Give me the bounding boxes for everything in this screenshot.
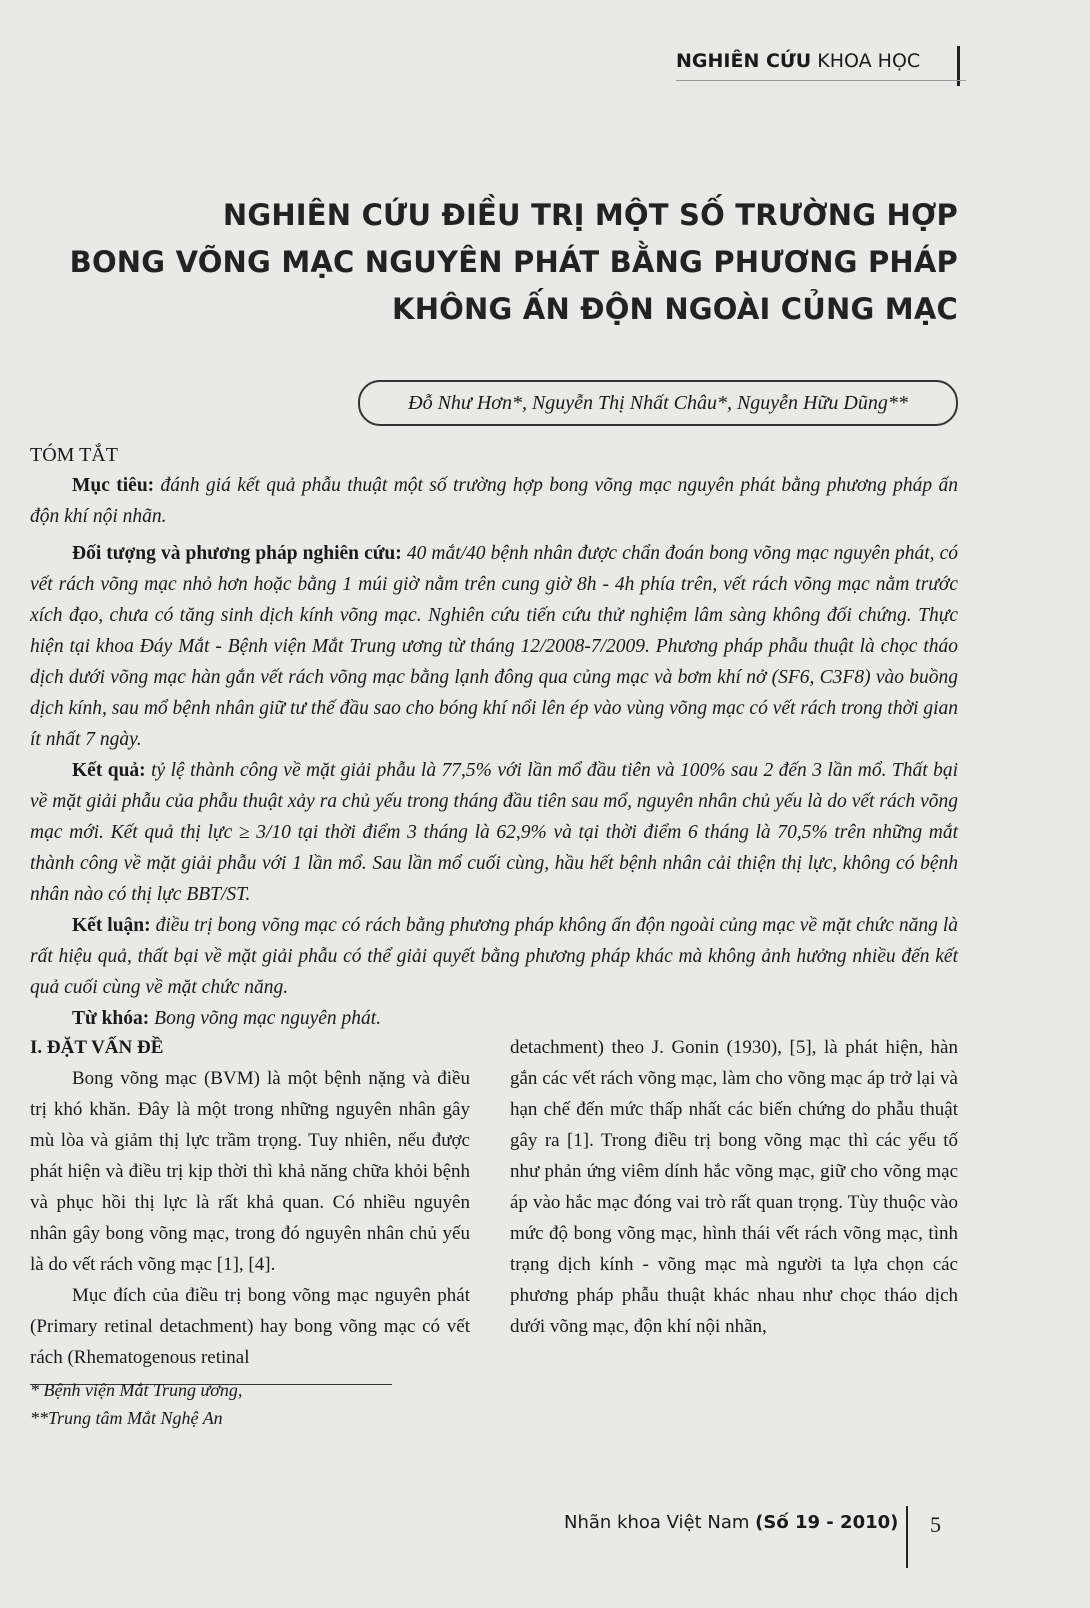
paragraph: Mục đích của điều trị bong võng mạc nguyên phát (Primary retinal detachment) hay bong võng mạc có vết rách (Rhematogenous retinal bbox=[30, 1285, 470, 1368]
title-line: BONG VÕNG MẠC NGUYÊN PHÁT BẰNG PHƯƠNG PHÁP bbox=[69, 245, 958, 279]
authors-box: Đỗ Như Hơn*, Nguyễn Thị Nhất Châu*, Nguyễn Hữu Dũng** bbox=[358, 380, 958, 426]
abstract-methods bbox=[30, 538, 958, 755]
title-line: KHÔNG ẤN ĐỘN NGOÀI CỦNG MẠC bbox=[392, 292, 958, 326]
results-text: tỷ lệ thành công về mặt giải phẫu là 77,5% với lần mổ đầu tiên và 100% sau 2 đến 3 lần mổ. Thất bại về mặt giải phẫu của phẫu thuật xảy ra chủ yếu trong tháng đầu tiên sau mổ, nguyên nhân chủ yếu là do vết rách võng mạc mới. Kết quả thị lực ≥ 3/10 tại thời điểm 3 tháng là 62,9% và tại thời điểm 6 tháng là 70,5% trên những mắt thành công về mặt giải phẫu với 1 lần mổ. Sau lần mổ cuối cùng, hầu hết bệnh nhân cải thiện thị lực, không có bệnh nhân nào có thị lực BBT/ST. bbox=[30, 760, 959, 905]
header-section-bold: NGHIÊN CỨU bbox=[676, 50, 812, 72]
running-header bbox=[676, 44, 966, 78]
keywords-label: Từ khóa: bbox=[72, 1008, 150, 1029]
paragraph: detachment) theo J. Gonin (1930), [5], là phát hiện, hàn gắn các vết rách võng mạc, làm cho võng mạc áp trở lại và hạn chế đến mức thấp nhất các biến chứng do phẫu thuật gây ra [1]. Trong điều trị bong võng mạc thì các yếu tố như phản ứng viêm dính hắc võng mạc, giữ cho võng mạc áp vào hắc mạc đóng vai trò rất quan trọng. Tùy thuộc vào mức độ bong võng mạc, hình thái vết rách võng mạc, tình trạng dịch kính - võng mạc mà người ta lựa chọn các phương pháp phẫu thuật khác nhau như chọc tháo dịch dưới võng mạc, độn khí nội nhãn, bbox=[510, 1037, 958, 1337]
abstract-results bbox=[30, 755, 958, 910]
abstract-conclusion bbox=[30, 910, 958, 1003]
header-section-light: KHOA HỌC bbox=[817, 50, 921, 72]
abstract-objective bbox=[30, 470, 958, 532]
footnote: * Bệnh viện Mắt Trung ương, bbox=[30, 1380, 243, 1400]
results-label: Kết quả: bbox=[72, 760, 146, 781]
article-title bbox=[70, 192, 958, 333]
objective-label: Mục tiêu: bbox=[72, 475, 155, 496]
methods-text: 40 mắt/40 bệnh nhân được chẩn đoán bong võng mạc nguyên phát, có vết rách võng mạc nhỏ hơn hoặc bằng 1 múi giờ nằm trên cung giờ 8h - 4h phía trên, vết rách võng mạc nằm trước xích đạo, chưa có tăng sinh dịch kính võng mạc. Nghiên cứu tiến cứu thử nghiệm lâm sàng không đối chứng. Thực hiện tại khoa Đáy Mắt - Bệnh viện Mắt Trung ương từ tháng 12/2008-7/2009. Phương pháp phẫu thuật là chọc tháo dịch dưới võng mạc hàn gắn vết rách võng mạc bằng lạnh đông qua củng mạc và bơm khí nở (SF6, C3F8) vào buồng dịch kính, sau mổ bệnh nhân giữ tư thế đầu sao cho bóng khí nổi lên ép vào vùng võng mạc có vết rách trong thời gian ít nhất 7 ngày. bbox=[30, 543, 959, 750]
conclusion-text: điều trị bong võng mạc có rách bằng phương pháp không ấn độn ngoài củng mạc về mặt chức năng là rất hiệu quả, thất bại về mặt giải phẫu có thể giải quyết bằng phương pháp khác mà không ảnh hưởng nhiều đến kết quả cuối cùng về mặt chức năng. bbox=[30, 915, 959, 998]
footer-divider bbox=[906, 1506, 908, 1568]
title-line: NGHIÊN CỨU ĐIỀU TRỊ MỘT SỐ TRƯỜNG HỢP bbox=[222, 198, 958, 232]
right-column bbox=[510, 1032, 958, 1342]
left-column bbox=[30, 1032, 470, 1373]
section-heading: I. ĐẶT VẤN ĐỀ bbox=[30, 1037, 164, 1058]
objective-text: đánh giá kết quả phẫu thuật một số trường hợp bong võng mạc nguyên phát bằng phương pháp ấn độn khí nội nhãn. bbox=[30, 475, 958, 527]
journal-issue: (Số 19 - 2010) bbox=[755, 1512, 899, 1533]
header-rule bbox=[676, 80, 966, 81]
abstract-keywords bbox=[30, 1003, 958, 1034]
paragraph: Bong võng mạc (BVM) là một bệnh nặng và điều trị khó khăn. Đây là một trong những nguyên nhân gây mù lòa và giảm thị lực trầm trọng. Tuy nhiên, nếu được phát hiện và điều trị kịp thời thì khả năng chữa khỏi bệnh và phục hồi thị lực là rất khả quan. Có nhiều nguyên nhân gây bong võng mạc, trong đó nguyên nhân chủ yếu là do vết rách võng mạc [1], [4]. bbox=[30, 1068, 470, 1275]
abstract-heading: TÓM TẮT bbox=[30, 444, 118, 466]
journal-name: Nhãn khoa Việt Nam bbox=[564, 1512, 750, 1533]
methods-label: Đối tượng và phương pháp nghiên cứu: bbox=[72, 543, 402, 564]
footnote: **Trung tâm Mắt Nghệ An bbox=[30, 1408, 223, 1428]
conclusion-label: Kết luận: bbox=[72, 915, 151, 936]
page-footer bbox=[564, 1512, 898, 1533]
keywords-text: Bong võng mạc nguyên phát. bbox=[154, 1008, 382, 1029]
abstract bbox=[30, 440, 958, 1034]
page-number: 5 bbox=[930, 1512, 941, 1537]
